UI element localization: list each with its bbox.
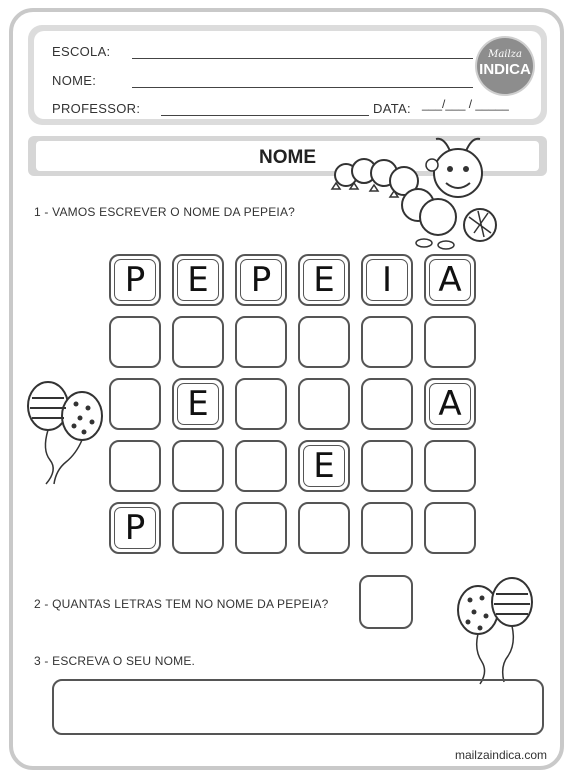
balloons-icon [452,576,538,686]
grid-cell[interactable] [298,316,350,368]
grid-cell [109,254,161,306]
grid-cell [424,254,476,306]
date-blanks[interactable]: ___/___ / _____ [422,97,509,111]
grid-cell [424,378,476,430]
letter-count-answer-box[interactable] [359,575,413,629]
grid-letter: E [313,260,335,300]
grid-letter: E [187,384,209,424]
grid-cell[interactable] [298,502,350,554]
balloons-icon [24,378,108,488]
grid-cell [361,254,413,306]
grid-cell[interactable] [424,316,476,368]
school-label: ESCOLA: [52,44,111,59]
grid-cell [172,378,224,430]
teacher-label: PROFESSOR: [52,101,141,116]
mailza-indica-logo: Mailza INDICA [477,38,533,94]
grid-cell[interactable] [424,440,476,492]
question-1: 1 - VAMOS ESCREVER O NOME DA PEPEIA? [34,205,296,219]
grid-cell[interactable] [361,440,413,492]
grid-cell [298,440,350,492]
grid-cell[interactable] [109,378,161,430]
page-title: NOME [259,147,316,168]
student-name-box[interactable] [52,679,544,735]
grid-cell[interactable] [424,502,476,554]
grid-letter: E [313,446,335,486]
date-label: DATA: [373,101,411,116]
grid-letter: P [124,508,146,548]
question-3: 3 - ESCREVA O SEU NOME. [34,654,196,668]
grid-letter: P [250,260,272,300]
header-panel [28,25,547,125]
grid-cell[interactable] [235,502,287,554]
grid-cell[interactable] [172,316,224,368]
name-label: NOME: [52,73,97,88]
footer-website: mailzaindica.com [454,748,547,762]
teacher-line[interactable] [161,115,369,116]
grid-cell [235,254,287,306]
grid-cell[interactable] [298,378,350,430]
grid-cell[interactable] [109,316,161,368]
grid-cell[interactable] [361,316,413,368]
grid-letter: A [438,384,462,424]
grid-cell[interactable] [172,440,224,492]
grid-letter: A [438,260,462,300]
caterpillar-icon [328,133,508,263]
grid-cell [109,502,161,554]
grid-cell[interactable] [361,502,413,554]
name-line[interactable] [132,87,473,88]
grid-letter: P [124,260,146,300]
grid-cell [298,254,350,306]
grid-letter: E [187,260,209,300]
grid-cell[interactable] [235,440,287,492]
grid-cell [172,254,224,306]
grid-cell[interactable] [235,316,287,368]
grid-cell[interactable] [109,440,161,492]
grid-cell[interactable] [361,378,413,430]
question-2: 2 - QUANTAS LETRAS TEM NO NOME DA PEPEIA? [34,597,329,611]
school-line[interactable] [132,58,473,59]
grid-letter: I [381,260,393,300]
grid-cell[interactable] [172,502,224,554]
grid-cell[interactable] [235,378,287,430]
